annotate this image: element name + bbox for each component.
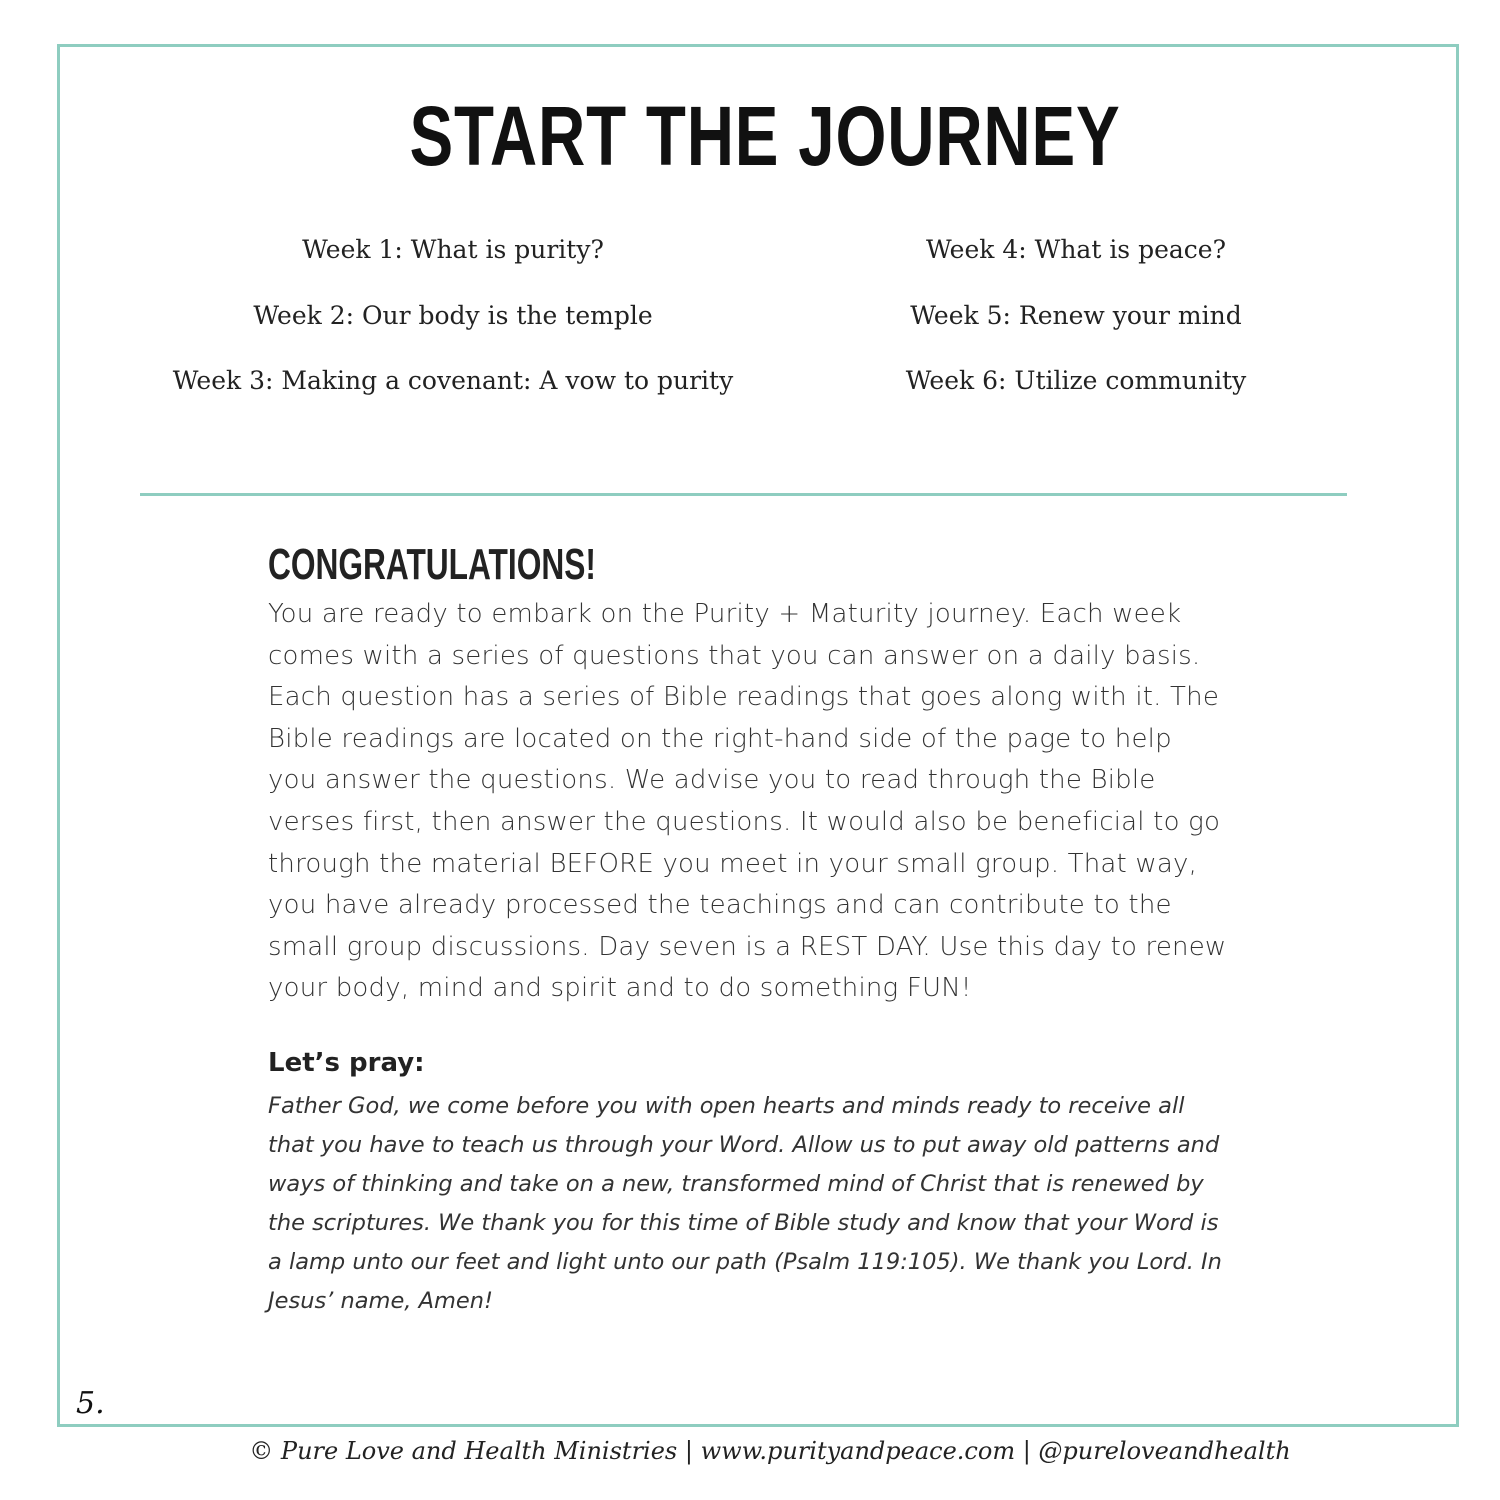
body-line: Each question has a series of Bible readings that goes along with it. The [268,682,1220,713]
body-line: comes with a series of questions that you can answer on a daily basis. [268,640,1201,671]
weeks-left-column [140,232,766,429]
prayer-line: the scriptures. We thank you for this time of Bible study and know that your Word is [268,1210,1219,1236]
body-line: you answer the questions. We advise you to read through the Bible [268,765,1156,796]
prayer-line: a lamp unto our feet and light unto our path (Psalm 119:105). We thank you Lord. In [268,1249,1222,1275]
week-item: Week 1: What is purity? [302,235,604,264]
body-line: Bible readings are located on the right-hand side of the page to help [268,723,1172,754]
week-item: Week 4: What is peace? [926,235,1226,264]
intro-paragraph [268,594,1226,1010]
section-divider [140,493,1347,496]
body-line: small group discussions. Day seven is a REST DAY. Use this day to renew [268,931,1227,962]
page-title: START THE JOURNEY [409,89,1121,183]
prayer-text [268,1087,1222,1321]
prayer-line: Father God, we come before you with open hearts and minds ready to receive all [268,1093,1185,1119]
body-line: verses first, then answer the questions. It would also be beneficial to go [268,806,1221,837]
prayer-line: that you have to teach us through your Word. Allow us to put away old patterns and [268,1132,1220,1158]
pray-heading: Let’s pray: [268,1048,425,1078]
week-item: Week 2: Our body is the temple [253,300,653,330]
body-line: you have already processed the teachings and can contribute to the [268,890,1172,921]
week-item: Week 3: Making a covenant: A vow to purity [172,366,734,395]
body-line: your body, mind and spirit and to do something FUN! [268,973,972,1004]
weeks-right-column [876,232,1276,429]
body-line: through the material BEFORE you meet in your small group. That way, [268,848,1198,879]
footer-credits: © Pure Love and Health Ministries | www.purityandpeace.com | @pureloveandhealth [249,1437,1291,1465]
body-line: You are ready to embark on the Purity + Maturity journey. Each week [268,599,1182,629]
week-item: Week 6: Utilize community [905,366,1247,395]
prayer-line: ways of thinking and take on a new, transformed mind of Christ that is renewed by [268,1171,1204,1197]
prayer-line: Jesus’ name, Amen! [268,1288,494,1314]
congrats-heading: CONGRATULATIONS! [268,540,596,589]
page-number: 5. [76,1386,105,1421]
week-item: Week 5: Renew your mind [910,300,1242,330]
